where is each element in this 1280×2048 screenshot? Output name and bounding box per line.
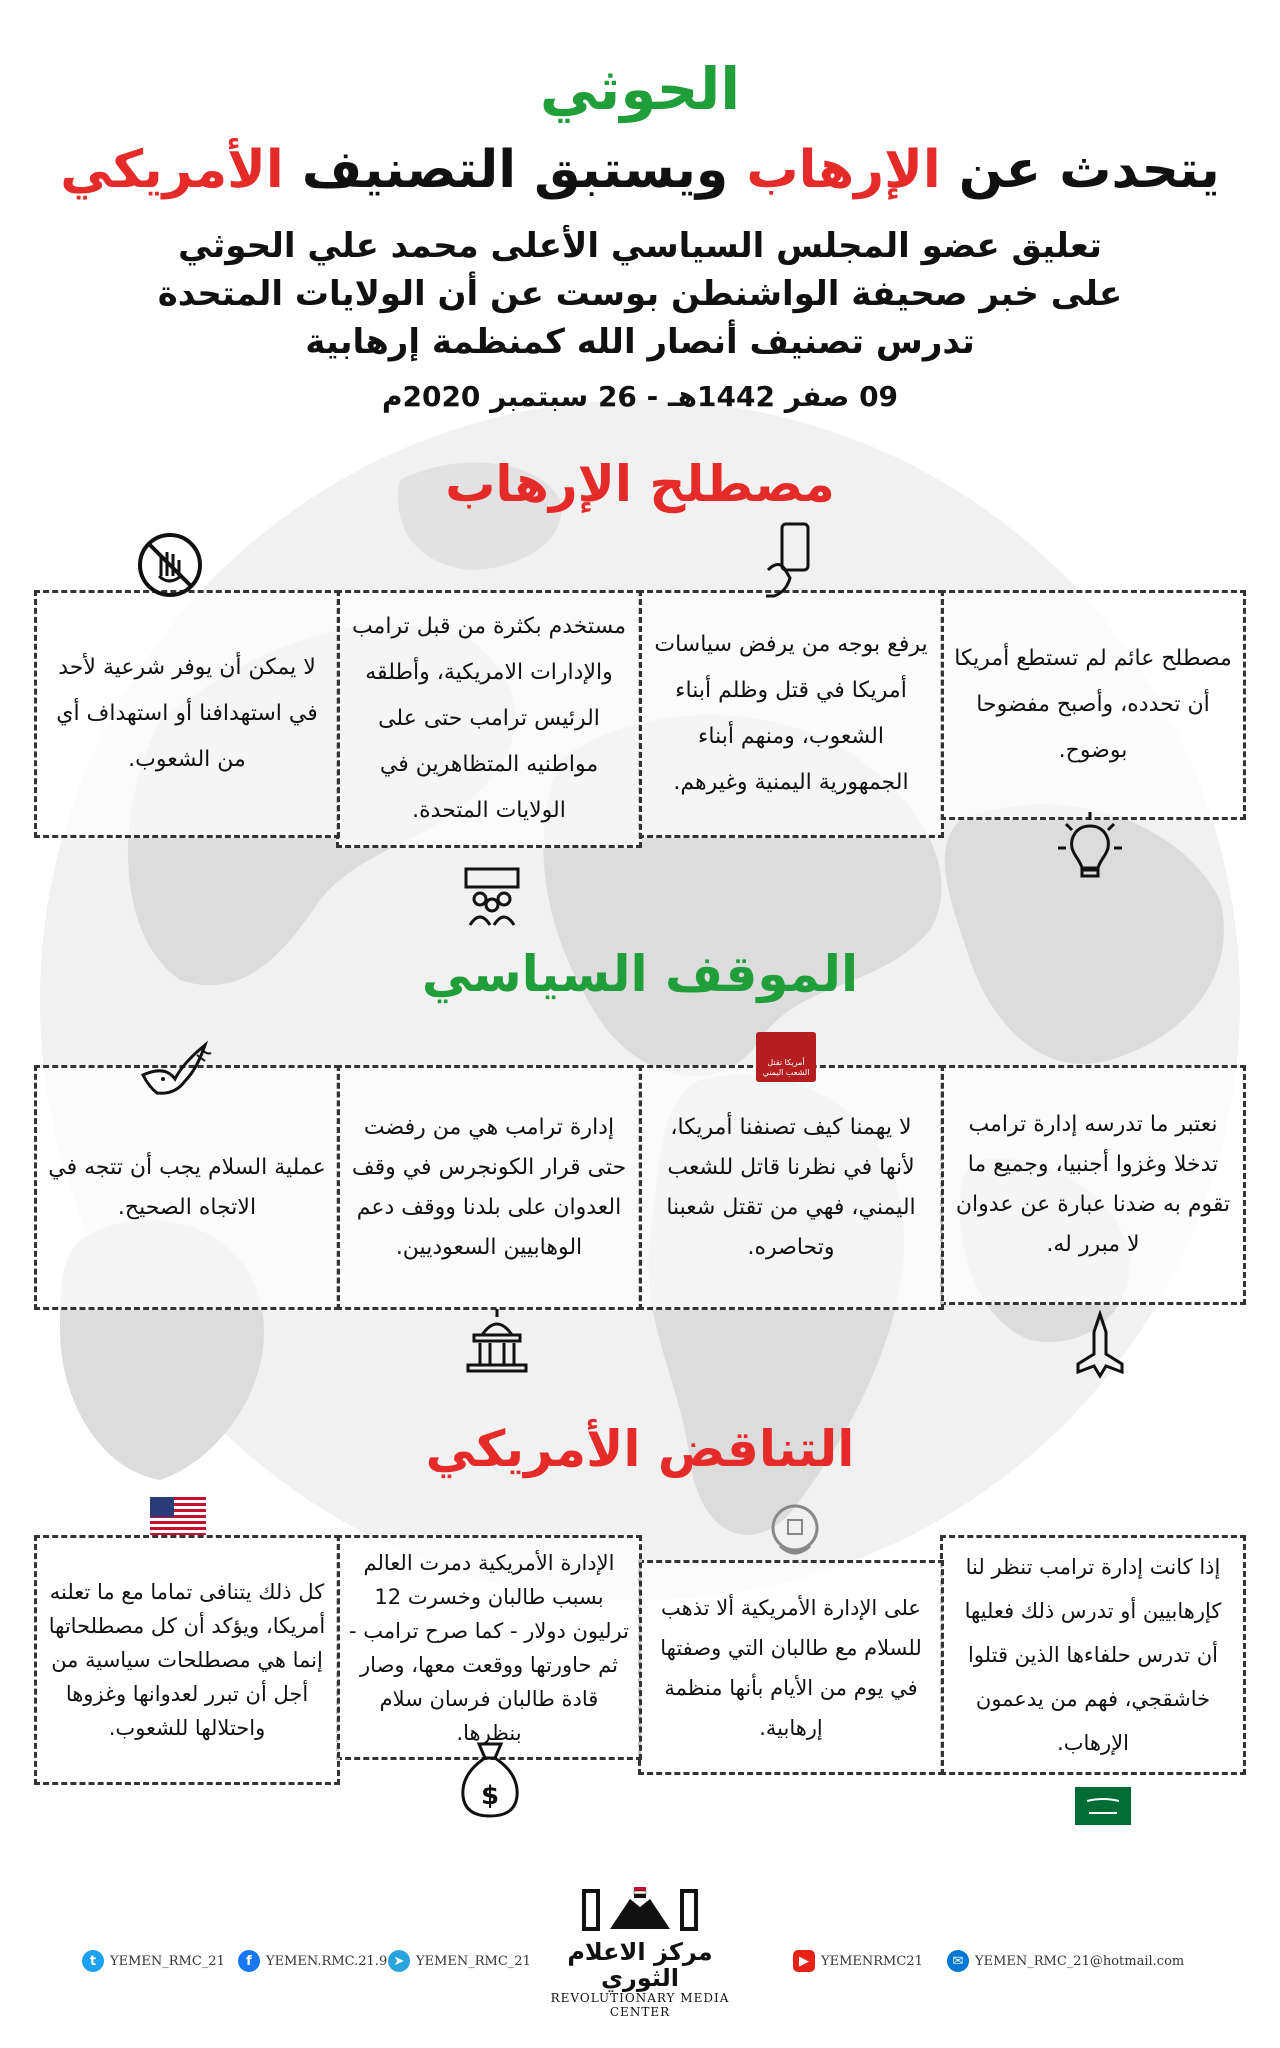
card-contradiction-2: على الإدارة الأمريكية ألا تذهب للسلام مع طالبان التي وصفتها في يوم من الأيام بأنها منظمة إرهابية. [638,1560,944,1775]
email-icon: ✉ [947,1950,969,1972]
card-terrorism-3: مستخدم بكثرة من قبل ترامب والإدارات الامريكية، وأطلقه الرئيس ترامب حتى على مواطنيه المتظاهرين في الولايات المتحدة. [336,590,642,848]
subtitle-block [0,222,1280,366]
dove-icon [135,1035,215,1105]
logo-emblem-icon [580,1885,700,1935]
phone-hand-icon [760,520,820,600]
card-terrorism-4: لا يمكن أن يوفر شرعية لأحد في استهدافنا أو استهداف أي من الشعوب. [34,590,340,838]
youtube-icon: ▶ [793,1950,815,1972]
card-contradiction-1: إذا كانت إدارة ترامب تنظر لنا كإرهابيين أو تدرس ذلك فعليها أن تدرس حلفاءها الذين قتلوا خاشقجي، فهم من يدعمون الإرهاب. [940,1535,1246,1775]
card-political-1: نعتبر ما تدرسه إدارة ترامب تدخلا وغزوا أجنبيا، وجميع ما تقوم به ضدنا عبارة عن عدوان لا مبرر له. [940,1065,1246,1305]
taliban-emblem-icon [760,1500,830,1562]
money-bag-icon [455,1740,525,1820]
card-contradiction-4: كل ذلك يتنافى تماما مع ما تعلنه أمريكا، ويؤكد أن كل مصطلحاتها إنما هي مصطلحات سياسية من أجل أن تبرر لعدوانها وغزوها واحتلالها للشعوب. [34,1535,340,1785]
footer-youtube[interactable] [793,1950,923,1972]
footer-telegram[interactable] [388,1950,531,1972]
telegram-icon: ➤ [388,1950,410,1972]
center-logo [540,1885,740,2019]
title-part3: ويستبق التصنيف [301,140,729,200]
title-line [0,140,1280,200]
card-political-4: عملية السلام يجب أن تتجه في الاتجاه الصحيح. [34,1065,340,1310]
card-political-3: إدارة ترامب هي من رفضت حتى قرار الكونجرس في وقف العدوان على بلدنا ووقف دعم الوهابيين السعوديين. [336,1065,642,1310]
subtitle-line3: تدرس تصنيف أنصار الله كمنظمة إرهابية [305,322,975,362]
footer-email[interactable] [947,1950,1184,1972]
section-title-terrorism: مصطلح الإرهاب [445,455,835,513]
lightbulb-icon [1050,810,1130,890]
title-part2: الإرهاب [746,140,941,200]
logo-english-2: CENTER [609,2005,671,2019]
svg-text:$: $ [480,1781,500,1811]
twitter-handle: YEMEN_RMC_21 [110,1953,225,1969]
facebook-handle: YEMEN.RMC.21.9 [266,1953,388,1969]
subtitle-line1: تعليق عضو المجلس السياسي الأعلى محمد علي الحوثي [178,226,1102,266]
email-address: YEMEN_RMC_21@hotmail.com [975,1953,1185,1969]
us-flag-icon [150,1497,206,1535]
protesters-icon [460,865,524,929]
logo-english-1: REVOLUTIONARY MEDIA [550,1991,730,2005]
youtube-handle: YEMENRMC21 [821,1953,923,1969]
footer-twitter[interactable] [82,1950,225,1972]
section-title-political: الموقف السياسي [421,945,859,1003]
card-terrorism-1: مصطلح عائم لم تستطع أمريكا أن تحدده، وأصبح مفضوحا بوضوح. [940,590,1246,820]
saudi-flag-icon [1075,1787,1131,1825]
capitol-building-icon [462,1305,532,1375]
twitter-icon: t [82,1950,104,1972]
telegram-handle: YEMEN_RMC_21 [416,1953,531,1969]
title-top: الحوثي [539,55,741,123]
fighter-jet-icon [1070,1310,1130,1380]
title-part4: الأمريكي [60,140,284,200]
facebook-icon: f [238,1950,260,1972]
card-contradiction-3: الإدارة الأمريكية دمرت العالم بسبب طالبان وخسرت 12 ترليون دولار - كما صرح ترامب - ثم حاورتها ووقعت معها، وصار قادة طالبان فرسان سلام بنظرها. [336,1535,642,1760]
card-terrorism-2: يرفع بوجه من يرفض سياسات أمريكا في قتل وظلم أبناء الشعوب، ومنهم أبناء الجمهورية اليمنية وغيرهم. [638,590,944,838]
badge-america-kills: أمريكا تقتل الشعب اليمني [756,1032,816,1082]
date-line: 09 صفر 1442هـ - 26 سبتمبر 2020م [381,380,899,413]
footer-facebook[interactable] [238,1950,387,1972]
section-title-contradiction: التناقض الأمريكي [425,1420,855,1478]
logo-arabic: مركز الاعلام الثوري [567,1938,713,1992]
title-part1: يتحدث عن [958,140,1220,200]
no-hand-icon [135,530,205,600]
subtitle-line2: على خبر صحيفة الواشنطن بوست عن أن الولايات المتحدة [157,274,1123,314]
card-political-2: لا يهمنا كيف تصنفنا أمريكا، لأنها في نظرنا قاتل للشعب اليمني، فهي من تقتل شعبنا وتحاصره. [638,1065,944,1310]
